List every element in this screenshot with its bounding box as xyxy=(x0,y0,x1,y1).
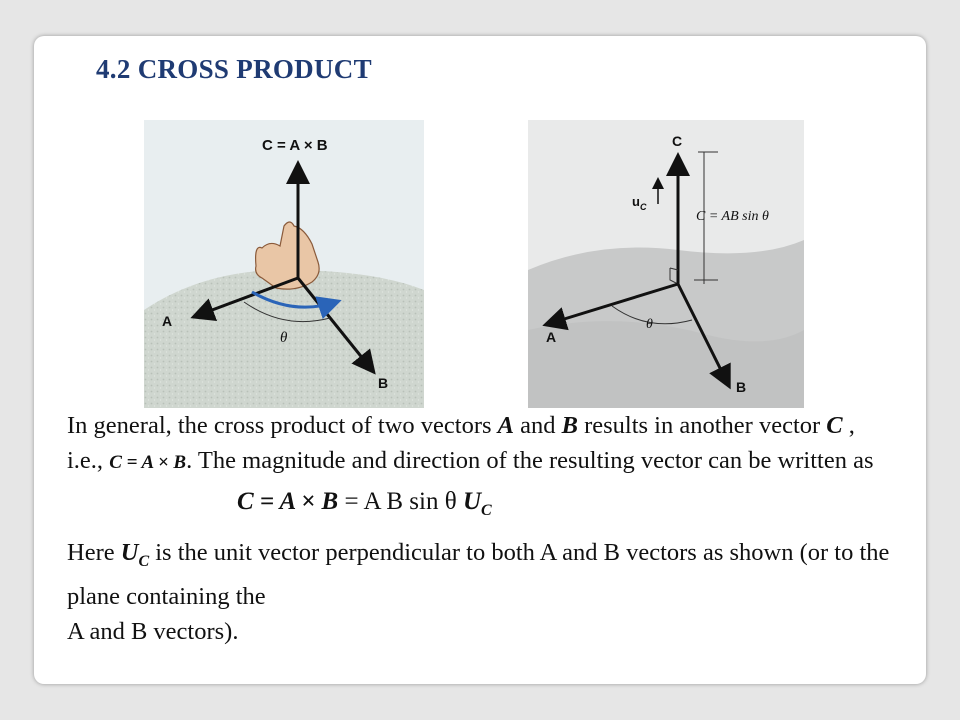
cross-product-equation: C = A × B = A B sin θ $U_C$ xyxy=(237,488,492,519)
label-b: B xyxy=(378,375,389,391)
label-uc: $u_C$ xyxy=(632,194,647,212)
label-magnitude: C = AB sin θ xyxy=(696,209,769,224)
magnitude-illustration xyxy=(528,120,804,408)
label-b: B xyxy=(736,379,747,395)
slide-title: 4.2 CROSS PRODUCT xyxy=(96,54,372,84)
paragraph-unit-vector: Here $U_C$ is the unit vector perpendicular to both A and B vectors as shown (or to the plane containing the A and B vectors). xyxy=(67,539,890,645)
label-theta: θ xyxy=(646,317,653,332)
label-theta: θ xyxy=(280,330,288,346)
label-a: A xyxy=(162,313,173,329)
right-hand-rule-figure xyxy=(144,120,424,408)
slide xyxy=(34,36,926,684)
label-c: C xyxy=(672,133,683,149)
inline-equation: C = A × B xyxy=(109,452,187,473)
slide-body xyxy=(67,408,897,649)
paragraph-intro: In general, the cross product of two vectors A and B results in another vector C , i.e., C = A × B. The magnitude and direction of the resulting vector can be written as xyxy=(67,412,874,474)
label-a: A xyxy=(546,329,557,345)
cross-product-magnitude-figure xyxy=(528,120,804,408)
label-c-eq: C = A × B xyxy=(262,137,328,154)
right-hand-rule-illustration xyxy=(144,120,424,408)
